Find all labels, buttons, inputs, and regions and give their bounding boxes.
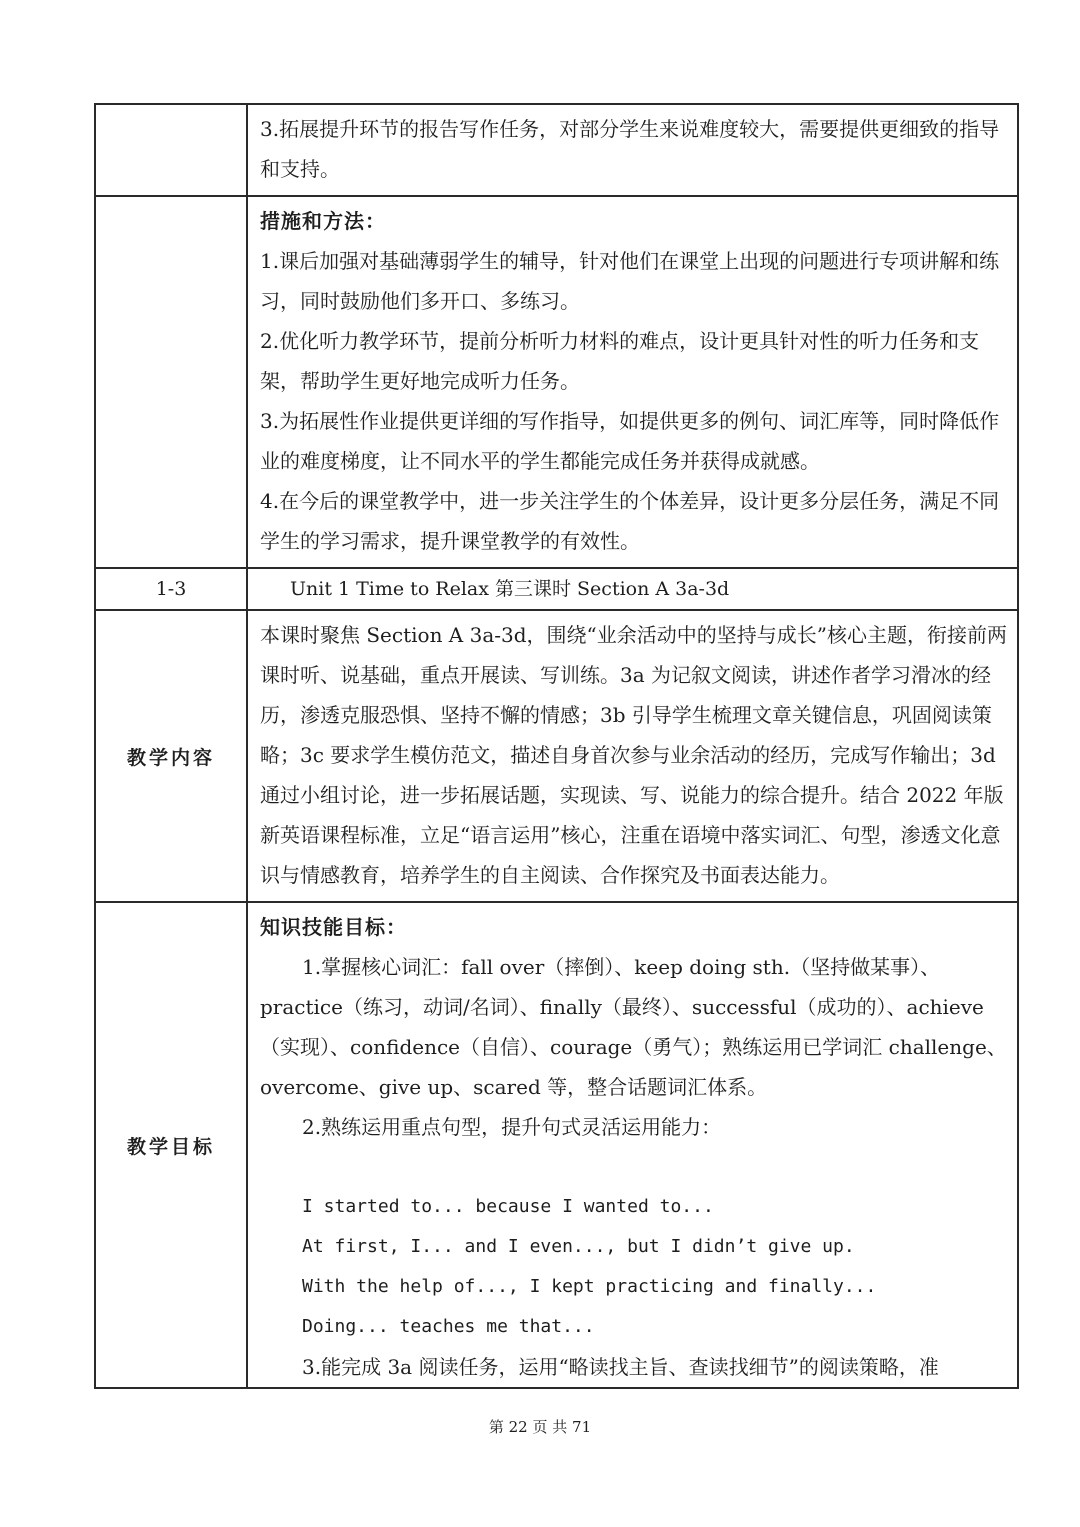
measure-item-1: 1.课后加强对基础薄弱学生的辅导，针对他们在课堂上出现的问题进行专项讲解和练习，同时鼓励他们多开口、多练习。 xyxy=(260,249,1000,313)
table-row xyxy=(95,568,1018,610)
table-row xyxy=(95,902,1018,1388)
sentence-pattern: I started to... because I wanted to... xyxy=(302,1196,714,1217)
goals-label: 教学目标 xyxy=(126,1135,215,1158)
goal-item-2: 2.熟练运用重点句型，提升句式灵活运用能力： xyxy=(302,1115,722,1139)
lesson-plan-table xyxy=(94,103,1019,1389)
content-label-cell xyxy=(95,610,247,902)
goals-label-cell xyxy=(95,902,247,1388)
measures-heading: 措施和方法： xyxy=(260,209,386,233)
empty-left-cell xyxy=(95,196,247,568)
sentence-pattern: Doing... teaches me that... xyxy=(302,1316,595,1337)
right-cell xyxy=(247,568,1018,610)
measure-item-4: 4.在今后的课堂教学中，进一步关注学生的个体差异，设计更多分层任务，满足不同学生的学习需求，提升课堂教学的有效性。 xyxy=(260,489,1000,553)
table-row xyxy=(95,104,1018,196)
right-cell xyxy=(247,610,1018,902)
sentence-pattern: At first, I... and I even..., but I didn’t give up. xyxy=(302,1236,855,1257)
right-cell xyxy=(247,902,1018,1388)
table-row xyxy=(95,196,1018,568)
right-cell xyxy=(247,104,1018,196)
spacer xyxy=(260,1147,1007,1187)
goal-item-3: 3.能完成 3a 阅读任务，运用“略读找主旨、查读找细节”的阅读策略，准 xyxy=(302,1355,939,1379)
page-number-footer: 第 22 页 共 71 xyxy=(488,1418,592,1436)
measure-item-2: 2.优化听力教学环节，提前分析听力材料的难点，设计更具针对性的听力任务和支架，帮助学生更好地完成听力任务。 xyxy=(260,329,980,393)
sentence-pattern: With the help of..., I kept practicing and finally... xyxy=(302,1276,877,1297)
content-label: 教学内容 xyxy=(126,746,215,769)
reflection-item-3: 3.拓展提升环节的报告写作任务，对部分学生来说难度较大，需要提供更细致的指导和支持。 xyxy=(260,117,1000,181)
lesson-title: Unit 1 Time to Relax 第三课时 Section A 3a-3d xyxy=(290,578,730,600)
empty-left-cell xyxy=(95,104,247,196)
lesson-number: 1-3 xyxy=(155,578,187,600)
right-cell xyxy=(247,196,1018,568)
skills-heading: 知识技能目标： xyxy=(260,915,407,939)
measure-item-3: 3.为拓展性作业提供更详细的写作指导，如提供更多的例句、词汇库等，同时降低作业的难度梯度，让不同水平的学生都能完成任务并获得成就感。 xyxy=(260,409,1000,473)
lesson-number-cell xyxy=(95,568,247,610)
goal-item-1: 1.掌握核心词汇：fall over（摔倒）、keep doing sth.（坚持做某事）、practice（练习，动词/名词）、finally（最终）、successful（成功的）、achieve（实现）、confidence（自信）、courage（勇气）；熟练运用已学词汇 challenge、overcome、give up、scared 等，整合话题词汇体系。 xyxy=(260,955,1007,1099)
teaching-content: 本课时聚焦 Section A 3a-3d，围绕“业余活动中的坚持与成长”核心主题，衔接前两课时听、说基础，重点开展读、写训练。3a 为记叙文阅读，讲述作者学习滑冰的经历，渗透克服恐惧、坚持不懈的情感；3b 引导学生梳理文章关键信息，巩固阅读策略；3c 要求学生模仿范文，描述自身首次参与业余活动的经历，完成写作输出；3d 通过小组讨论，进一步拓展话题，实现读、写、说能力的综合提升。结合 2022 年版新英语课程标准，立足“语言运用”核心，注重在语境中落实词汇、句型，渗透文化意识与情感教育，培养学生的自主阅读、合作探究及书面表达能力。 xyxy=(260,623,1007,887)
table-row xyxy=(95,610,1018,902)
